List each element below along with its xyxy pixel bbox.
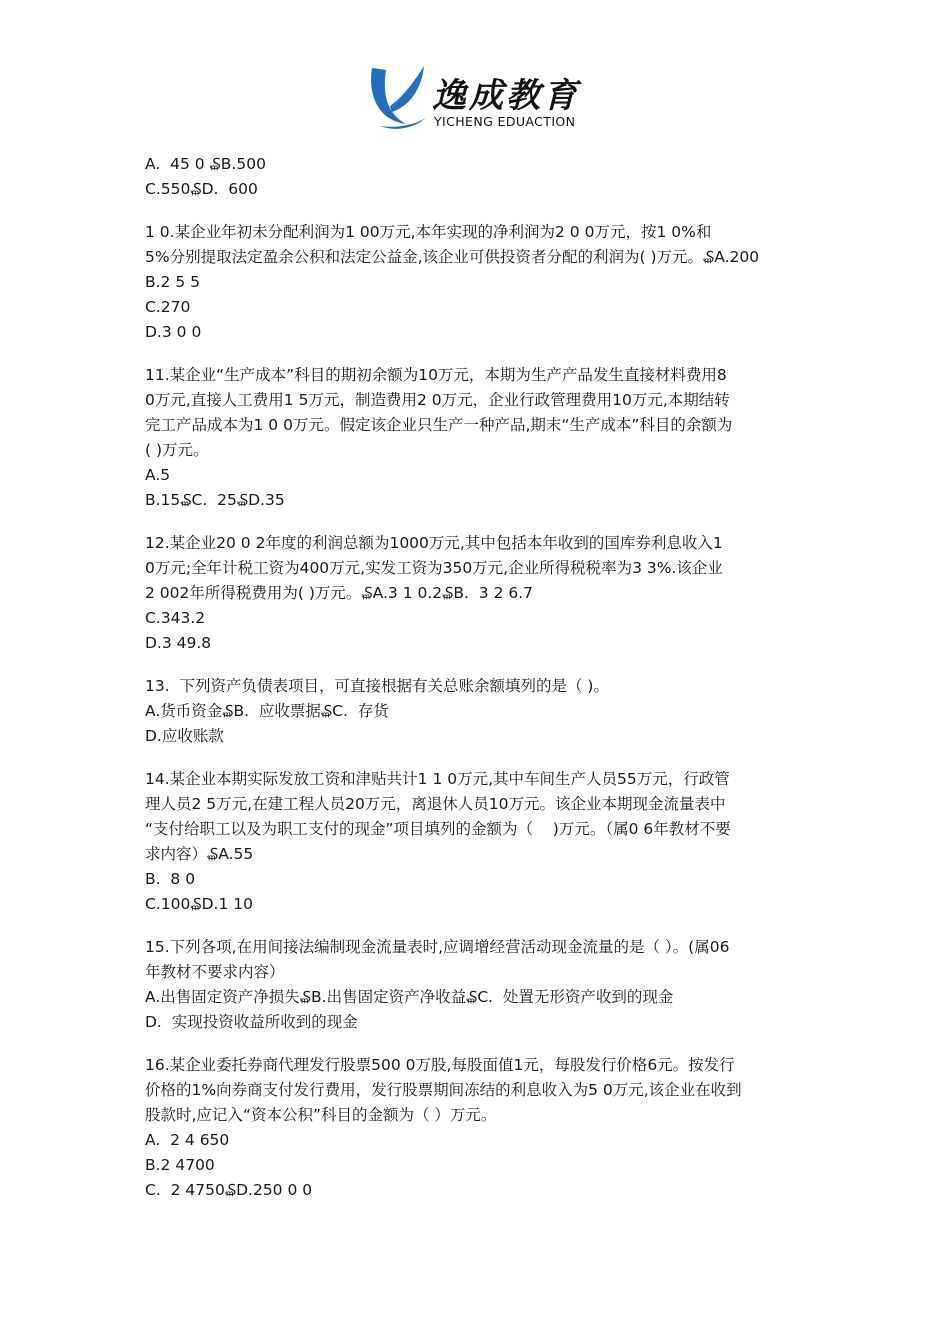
logo-swoosh-icon (366, 62, 428, 132)
text-line: 12.某企业20 0 2年度的利润总额为1000万元,其中包括本年收到的国库券利息收入1 (145, 534, 723, 552)
text-line: C. 2 4750₷D.250 0 0 (145, 1181, 313, 1199)
text-line: ( )万元。 (145, 441, 209, 459)
text-line: A.货币资金₷B. 应收票据₷C. 存货 (145, 702, 389, 720)
text-line: 15.下列各项,在用间接法编制现金流量表时,应调增经营活动现金流量的是（ ）。(属06 (145, 938, 730, 956)
question-block (145, 674, 810, 749)
text-line: D.3 0 0 (145, 323, 202, 341)
question-block (145, 1053, 810, 1203)
text-line: C.343.2 (145, 609, 206, 627)
text-line: D. 实现投资收益所收到的现金 (145, 1013, 358, 1031)
text-line: “支付给职工以及为职工支付的现金”项目填列的金额为（ )万元。（属0 6年教材不要 (145, 820, 731, 838)
text-line: 年教材不要求内容） (145, 963, 285, 981)
text-line: D.3 49.8 (145, 634, 212, 652)
text-line: B. 8 0 (145, 870, 196, 888)
text-line: C.270 (145, 298, 191, 316)
logo-chinese-name: 逸成教育 (432, 76, 580, 116)
text-line: B.2 4700 (145, 1156, 215, 1174)
text-line: D.应收账款 (145, 727, 224, 745)
question-list (145, 152, 810, 1221)
text-line: 14.某企业本期实际发放工资和津贴共计1 1 0万元,其中车间生产人员55万元，行政管 (145, 770, 730, 788)
logo-english-name: YICHENG EDUACTION (434, 114, 576, 129)
text-line: 2 002年所得税费用为( )万元。₷A.3 1 0.2₷B. 3 2 6.7 (145, 584, 534, 602)
text-line: 理人员2 5万元,在建工程人员20万元，离退休人员10万元。该企业本期现金流量表中 (145, 795, 726, 813)
text-line: B.15₷C. 25₷D.35 (145, 491, 285, 509)
header-logo (0, 62, 950, 132)
question-block (145, 767, 810, 917)
text-line: A. 2 4 650 (145, 1131, 230, 1149)
text-line: B.2 5 5 (145, 273, 200, 291)
text-line: 13. 下列资产负债表项目，可直接根据有关总账余额填列的是（ )。 (145, 677, 609, 695)
question-block (145, 220, 810, 345)
text-line: 5%分别提取法定盈余公积和法定公益金,该企业可供投资者分配的利润为( )万元。₷A.200 (145, 248, 760, 266)
question-block (145, 935, 810, 1035)
text-line: 1 0.某企业年初未分配利润为1 00万元,本年实现的净利润为2 0 0万元，按1 0%和 (145, 223, 712, 241)
text-line: 0万元;全年计税工资为400万元,实发工资为350万元,企业所得税税率为3 3%.该企业 (145, 559, 723, 577)
text-line: 0万元,直接人工费用1 5万元，制造费用2 0万元，企业行政管理费用10万元,本期结转 (145, 391, 730, 409)
text-line: A. 45 0 ₷B.500 (145, 155, 266, 173)
text-line: 股款时,应记入“资本公积”科目的金额为（ ）万元。 (145, 1106, 497, 1124)
text-line: 价格的1%向券商支付发行费用，发行股票期间冻结的利息收入为5 0万元,该企业在收到 (145, 1081, 742, 1099)
text-line: C.550₷D. 600 (145, 180, 258, 198)
question-block (145, 152, 810, 202)
question-block (145, 531, 810, 656)
text-line: C.100₷D.1 10 (145, 895, 253, 913)
text-line: 16.某企业委托券商代理发行股票500 0万股,每股面值1元，每股发行价格6元。按发行 (145, 1056, 735, 1074)
text-line: A.出售固定资产净损失₷B.出售固定资产净收益₷C. 处置无形资产收到的现金 (145, 988, 674, 1006)
text-line: 求内容）₷A.55 (145, 845, 254, 863)
text-line: A.5 (145, 466, 171, 484)
question-block (145, 363, 810, 513)
text-line: 完工产品成本为1 0 0万元。假定该企业只生产一种产品,期末“生产成本”科目的余额为 (145, 416, 733, 434)
text-line: 11.某企业“生产成本”科目的期初余额为10万元，本期为生产产品发生直接材料费用8 (145, 366, 727, 384)
